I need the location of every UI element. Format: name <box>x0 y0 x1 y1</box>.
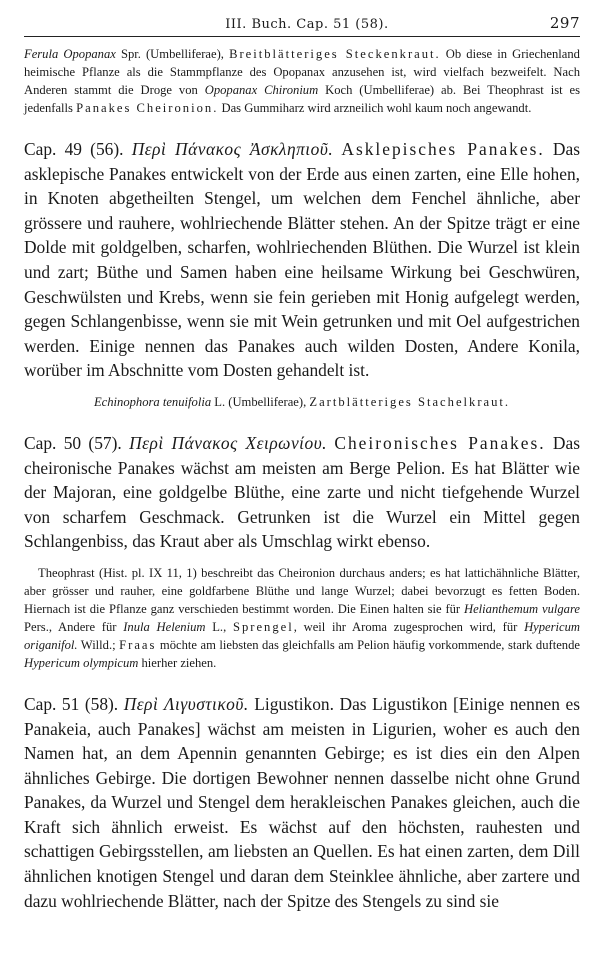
chapter-51 <box>24 692 580 913</box>
running-header <box>24 14 580 37</box>
author-name: Fraas <box>119 637 157 652</box>
species-name: Hypericum olympicum <box>24 655 139 670</box>
species-name: Ferula Opopanax <box>24 47 116 61</box>
chapter-text: Das asklepische Panakes entwickelt von der Erde aus einen zarten, eine Elle hohen, in Knoten abgetheilten Stengel, um welchen dem Fenchel ähnliche, aber grössere und rauhere, wohlriechende Blätter stehen. An der Spitze trägt er eine Dolde mit goldgelben, scharfen, wohlriechenden Blüthen. Die Wurzel ist klein und zart; Büthe und Samen haben eine heilsame Wirkung bei Geschwüren, Geschwülsten und Krebs, wenn sie fein gerieben mit Honig aufgelegt werden, gegen Schlangenbisse, wenn sie mit Wein getrunken und mit Oel aufgestrichen werden. Einige nennen das Panakes auch wilden Dosten, Andere Konila, worüber im Abschnitte vom Dosten gehandelt ist. <box>24 139 580 381</box>
greek-title: Περὶ Πάνακος Ἀσκληπιοῦ. <box>131 139 334 159</box>
footnote-cap48: Ferula Opopanax Spr. (Umbelliferae), Breitblätteriges Steckenkraut. Ob diese in Griechenland heimische Pflanze als die Stammpflanze des Opopanax anzusehen ist, wird vielfach bezweifelt. Nach Anderen stammt die Droge von Opopanax Chironium Koch (Umbelliferae) ab. Bei Theophrast ist es jedenfalls Panakes Cheironion. Das Gummiharz wird arzneilich wohl kaum noch angewandt. <box>24 47 580 115</box>
chapter-label: Cap. 50 (57). <box>24 432 122 453</box>
common-name: Zartblätteriges Stachelkraut. <box>309 394 511 409</box>
chapter-49 <box>24 137 580 383</box>
footnote-cap49: Echinophora tenuifolia L. (Umbelliferae), Zartblätteriges Stachelkraut. <box>93 394 511 409</box>
species-name: Echinophora tenuifolia <box>93 394 212 409</box>
greek-title: Περὶ Λιγυστικοῦ. <box>123 693 249 714</box>
chapter-title: Ligustikon. <box>254 693 334 714</box>
chapter-title: Asklepisches Panakes. <box>341 139 545 159</box>
chapter-label: Cap. 49 (56). <box>24 139 124 159</box>
chapter-50 <box>24 431 580 554</box>
author-name: Sprengel <box>232 619 294 634</box>
species-name: Opopanax Chironium <box>204 83 319 97</box>
species-name: Hypericum origanifol. <box>24 619 581 652</box>
greek-title: Περὶ Πάνακος Χειρωνίου. <box>129 432 328 453</box>
common-name: Breitblätteriges Steckenkraut. <box>229 47 441 61</box>
chapter-title: Cheironisches Panakes. <box>334 432 546 453</box>
species-name: Inula Helenium <box>123 619 206 634</box>
footnote-cap50: Theophrast (Hist. pl. IX 11, 1) beschreibt das Cheironion durchaus anders; es hat lattichähnliche Blätter, aber grösser und rauher, eine goldfarbene Blüthe und lange Wurzel; dabei bevorzugt es fetten Boden. Hiernach ist die Pflanze ganz verschieden bestimmt worden. Die Einen halten sie für Helianthemum vulgare Pers., Andere für Inula Helenium L., Sprengel, weil ihr Aroma zugesprochen wird, für Hypericum origanifol. Willd.; Fraas möchte am liebsten das gleichfalls am Pelion häufig vorkommende, stark duftende Hypericum olympicum hierher ziehen. <box>24 565 581 670</box>
chapter-text: Das Ligustikon [Einige nennen es Panakeia, auch Panakes] wächst am meisten in Ligurien, woher es auch den Namen hat, an dem Apennin genannten Gebirge; es ist dies ein den Alpen ähnliches Gebirge. Die dortigen Bewohner nennen dasselbe nicht ohne Grund Panakes, da Wurzel und Stengel dem herakleischen Panakes gleichen, auch die Kraft sich ähnlich erweist. Es wächst auf den höchsten, rauhesten und schattigen Gebirgsstellen, am liebsten an Quellen. Es hat einen zarten, dem Dill ähnlichen knotigen Stengel und daran dem Steinklee ähnliche, aber zartere und dazu wohlriechende Blätter, nach der Spitze des Stengels zu sind sie <box>24 693 580 911</box>
running-title: III. Buch. Cap. 51 (58). <box>225 17 389 32</box>
chapter-label: Cap. 51 (58). <box>24 693 119 714</box>
species-name: Helianthemum vulgare <box>463 601 580 616</box>
chapter-text: Das cheironische Panakes wächst am meisten am Berge Pelion. Es hat Blätter wie der Majoran, eine goldgelbe Blüthe, eine zarte und nicht tiefgehende Wurzel von scharfem Geschmack. Getrunken ist die Wurzel ein Mittel gegen Schlangenbiss, das Kraut aber als Umschlag wirkt ebenso. <box>24 432 580 552</box>
page-number: 297 <box>549 14 580 32</box>
page <box>24 14 580 913</box>
spaced-term: Panakes Cheironion. <box>76 101 219 115</box>
